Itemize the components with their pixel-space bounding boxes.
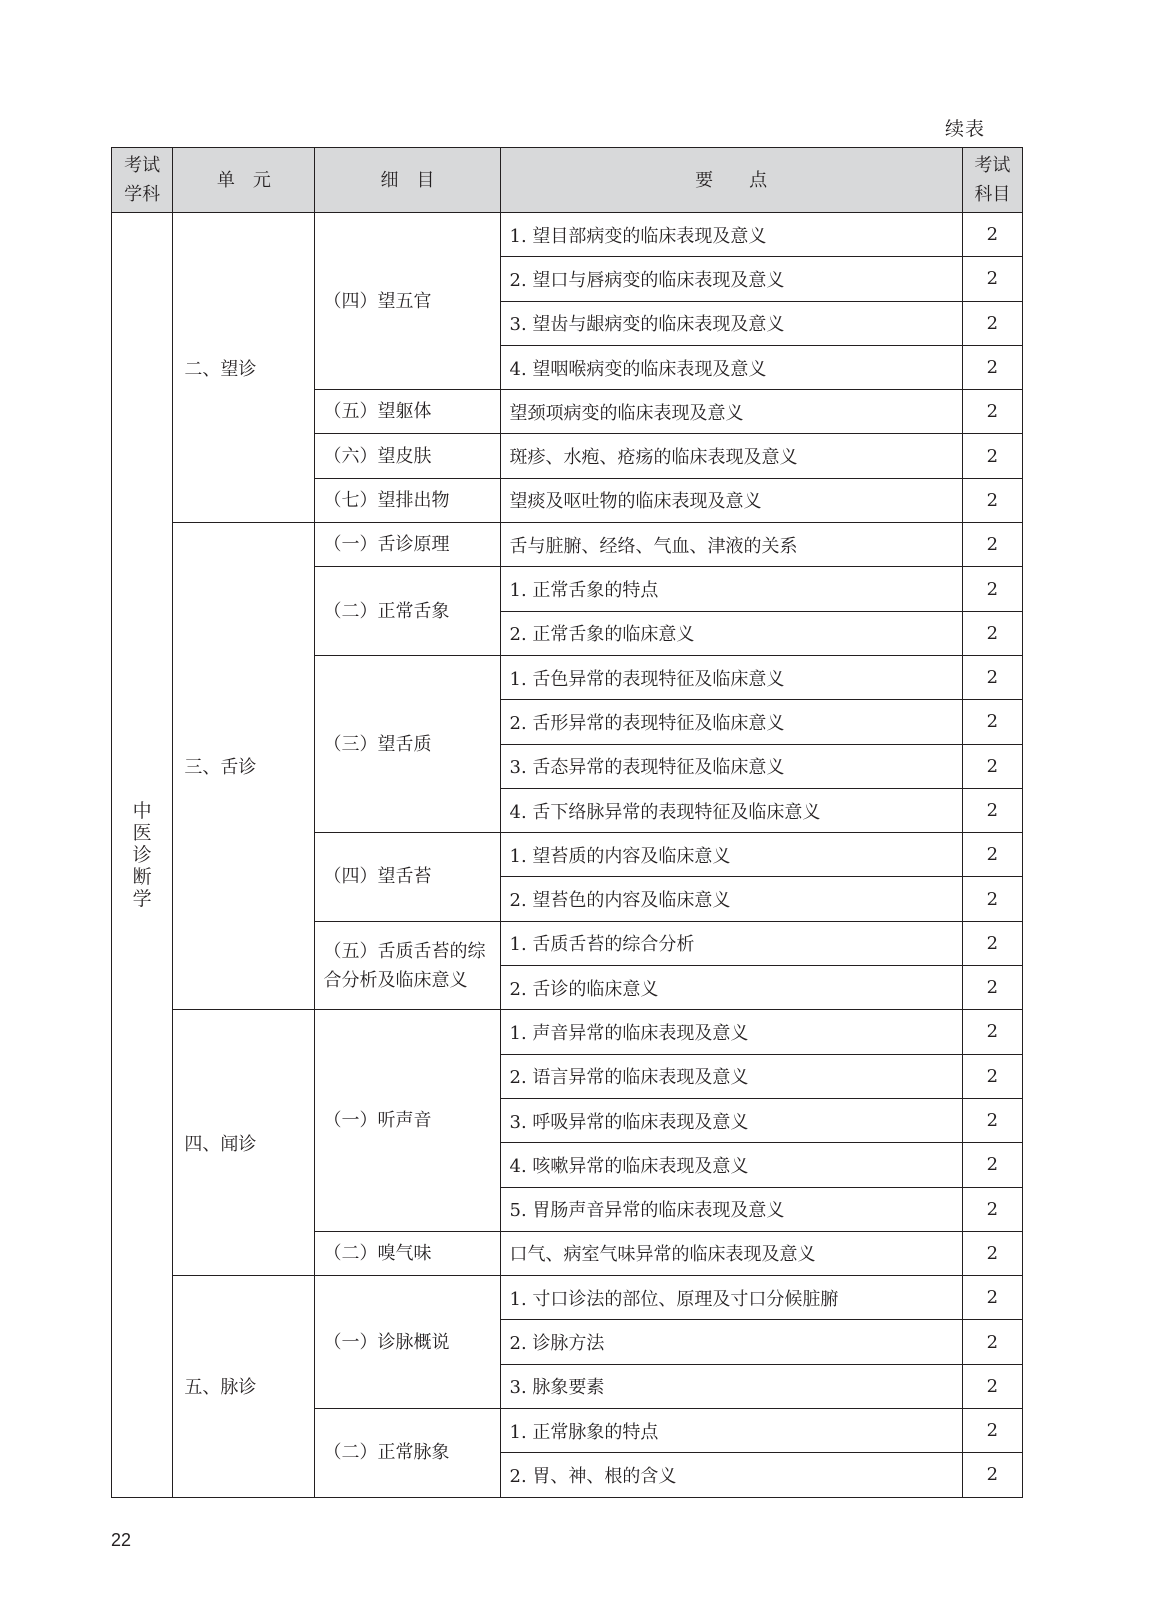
grade-cell: 2 — [962, 744, 1022, 788]
point-cell: 舌与脏腑、经络、气血、津液的关系 — [500, 523, 962, 567]
unit-cell: 四、闻诊 — [173, 1010, 315, 1276]
subject-cell: 中医诊断学 — [112, 213, 173, 1498]
grade-cell: 2 — [962, 478, 1022, 522]
point-cell: 2. 望苔色的内容及临床意义 — [500, 877, 962, 921]
item-cell: （二）正常脉象 — [315, 1409, 500, 1498]
point-cell: 4. 咳嗽异常的临床表现及意义 — [500, 1143, 962, 1187]
point-cell: 望颈项病变的临床表现及意义 — [500, 390, 962, 434]
point-cell: 4. 舌下络脉异常的表现特征及临床意义 — [500, 788, 962, 832]
point-cell: 2. 语言异常的临床表现及意义 — [500, 1054, 962, 1098]
grade-cell: 2 — [962, 921, 1022, 965]
grade-cell: 2 — [962, 700, 1022, 744]
header-unit: 单 元 — [173, 148, 315, 213]
unit-cell: 五、脉诊 — [173, 1276, 315, 1497]
point-cell: 3. 脉象要素 — [500, 1364, 962, 1408]
point-cell: 2. 胃、神、根的含义 — [500, 1453, 962, 1497]
point-cell: 1. 正常脉象的特点 — [500, 1409, 962, 1453]
point-cell: 1. 正常舌象的特点 — [500, 567, 962, 611]
point-cell: 2. 正常舌象的临床意义 — [500, 611, 962, 655]
grade-cell: 2 — [962, 1143, 1022, 1187]
grade-cell: 2 — [962, 833, 1022, 877]
item-cell: （六）望皮肤 — [315, 434, 500, 478]
header-subject: 考试 学科 — [112, 148, 173, 213]
continued-label: 续表 — [945, 118, 986, 140]
point-cell: 1. 舌色异常的表现特征及临床意义 — [500, 655, 962, 699]
item-cell: （一）舌诊原理 — [315, 523, 500, 567]
grade-cell: 2 — [962, 966, 1022, 1010]
grade-cell: 2 — [962, 655, 1022, 699]
point-cell: 望痰及呕吐物的临床表现及意义 — [500, 478, 962, 522]
grade-cell: 2 — [962, 611, 1022, 655]
point-cell: 2. 舌形异常的表现特征及临床意义 — [500, 700, 962, 744]
table-row — [112, 1276, 1023, 1320]
grade-cell: 2 — [962, 1098, 1022, 1142]
grade-cell: 2 — [962, 567, 1022, 611]
point-cell: 1. 望目部病变的临床表现及意义 — [500, 213, 962, 257]
grade-cell: 2 — [962, 257, 1022, 301]
item-cell — [315, 921, 500, 1010]
item-cell: （三）望舌质 — [315, 655, 500, 832]
grade-cell: 2 — [962, 1187, 1022, 1231]
point-cell: 5. 胃肠声音异常的临床表现及意义 — [500, 1187, 962, 1231]
item-cell: （一）诊脉概说 — [315, 1276, 500, 1409]
grade-cell: 2 — [962, 1054, 1022, 1098]
grade-cell: 2 — [962, 1453, 1022, 1497]
grade-cell: 2 — [962, 301, 1022, 345]
point-cell: 2. 望口与唇病变的临床表现及意义 — [500, 257, 962, 301]
point-cell: 3. 呼吸异常的临床表现及意义 — [500, 1098, 962, 1142]
header-grade: 考试 科目 — [962, 148, 1022, 213]
item-line: 合分析及临床意义 — [323, 969, 468, 991]
grade-cell: 2 — [962, 1364, 1022, 1408]
grade-cell: 2 — [962, 523, 1022, 567]
point-cell: 斑疹、水疱、疮疡的临床表现及意义 — [500, 434, 962, 478]
point-cell: 3. 舌态异常的表现特征及临床意义 — [500, 744, 962, 788]
header-item: 细 目 — [315, 148, 500, 213]
grade-cell: 2 — [962, 1010, 1022, 1054]
item-cell: （二）嗅气味 — [315, 1231, 500, 1275]
item-cell: （七）望排出物 — [315, 478, 500, 522]
item-cell: （四）望舌苔 — [315, 833, 500, 922]
item-cell: （一）听声音 — [315, 1010, 500, 1231]
grade-cell: 2 — [962, 390, 1022, 434]
grade-cell: 2 — [962, 213, 1022, 257]
unit-cell: 二、望诊 — [173, 213, 315, 523]
item-cell: （二）正常舌象 — [315, 567, 500, 656]
point-cell: 4. 望咽喉病变的临床表现及意义 — [500, 345, 962, 389]
grade-cell: 2 — [962, 345, 1022, 389]
point-cell: 2. 舌诊的临床意义 — [500, 966, 962, 1010]
grade-cell: 2 — [962, 1276, 1022, 1320]
unit-cell: 三、舌诊 — [173, 523, 315, 1010]
grade-cell: 2 — [962, 1409, 1022, 1453]
item-cell: （五）望躯体 — [315, 390, 500, 434]
point-cell: 2. 诊脉方法 — [500, 1320, 962, 1364]
grade-cell: 2 — [962, 788, 1022, 832]
table-row — [112, 1010, 1023, 1054]
table-header-row — [112, 148, 1023, 213]
point-cell: 口气、病室气味异常的临床表现及意义 — [500, 1231, 962, 1275]
grade-cell: 2 — [962, 434, 1022, 478]
point-cell: 1. 望苔质的内容及临床意义 — [500, 833, 962, 877]
point-cell: 3. 望齿与龈病变的临床表现及意义 — [500, 301, 962, 345]
item-cell: （四）望五官 — [315, 213, 500, 390]
table-row — [112, 523, 1023, 567]
item-line: （五）舌质舌苔的综 — [323, 940, 486, 962]
page-number: 22 — [111, 1530, 132, 1550]
point-cell: 1. 寸口诊法的部位、原理及寸口分候脏腑 — [500, 1276, 962, 1320]
point-cell: 1. 舌质舌苔的综合分析 — [500, 921, 962, 965]
grade-cell: 2 — [962, 1231, 1022, 1275]
table-row — [112, 213, 1023, 257]
point-cell: 1. 声音异常的临床表现及意义 — [500, 1010, 962, 1054]
header-point: 要 点 — [500, 148, 962, 213]
grade-cell: 2 — [962, 1320, 1022, 1364]
syllabus-table — [111, 147, 1023, 1498]
grade-cell: 2 — [962, 877, 1022, 921]
